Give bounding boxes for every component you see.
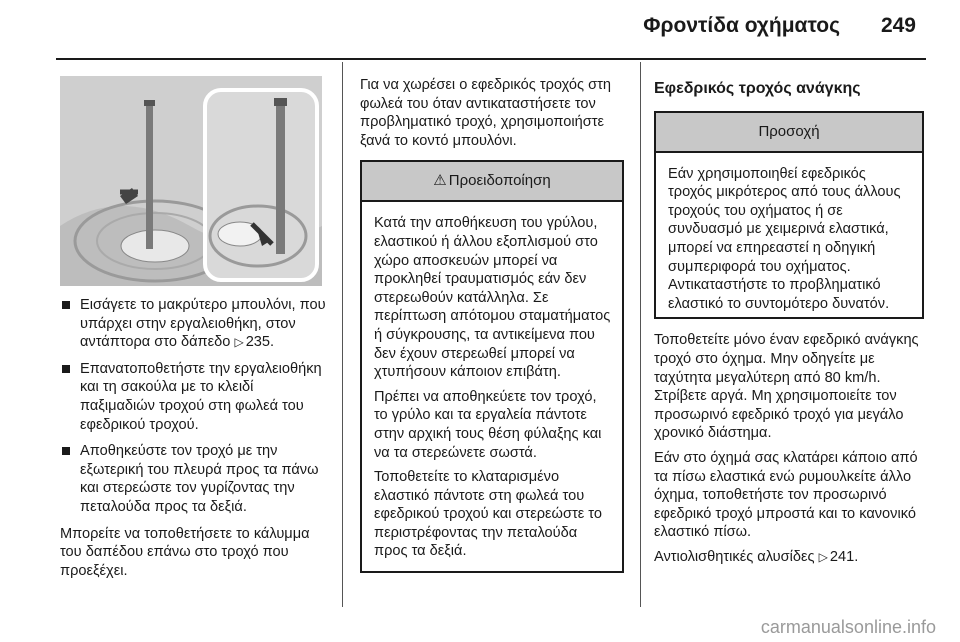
middle-column <box>360 76 624 573</box>
warning-box <box>360 160 624 573</box>
list-item <box>60 360 330 434</box>
warning-paragraph: Κατά την αποθήκευση του γρύλου, ελαστικού ή άλλου εξοπλισμού στο χώρο αποσκευών μπορεί να προκληθεί τραυματισμός εάν δεν στερεωθούν κατάλληλα. Σε περίπτωση απότομου σταματήματος ή σύγκρουσης, τα αντικείμενα που δεν έχουν στερεωθεί μπορεί να χτυπήσουν κάποιον επιβάτη. <box>374 215 611 381</box>
body-paragraph: Μπορείτε να τοποθετήσετε το κάλυμμα του δαπέδου επάνω στο τροχό που προεξέχει. <box>60 525 310 579</box>
related-topic <box>654 548 924 567</box>
body-paragraph: Τοποθετείτε μόνο έναν εφεδρικό ανάγκης τροχό στο όχημα. Μην οδηγείτε με ταχύτητα μεγαλύτερη από 80 km/h. Στρίβετε αργά. Μη χρησιμοποιείτε τον προσωρινό εφεδρικό τροχό για μεγάλο χρονικό διάστημα. <box>654 332 919 442</box>
spare-wheel-illustration <box>60 76 322 286</box>
warning-icon: ⚠ <box>433 172 447 190</box>
bullet-icon <box>62 447 70 455</box>
page-number: 249 <box>880 14 916 37</box>
related-topic-label: Αντιολισθητικές αλυσίδες <box>654 548 815 565</box>
instruction-list <box>60 296 330 517</box>
list-item <box>60 442 330 516</box>
bullet-text: Αποθηκεύστε τον τροχό με την εξωτερική του πλευρά προς τα πάνω και στερεώστε τον γυρίζοντας την πεταλούδα προς τα δεξιά. <box>80 443 319 515</box>
warning-paragraph: Τοποθετείτε το κλαταρισμένο ελαστικό πάντοτε στη φωλεά του εφεδρικού τροχού και στερεώστε το περιστρέφοντας την πεταλούδα προς τα δεξιά. <box>374 469 602 560</box>
watermark: carmanualsonline.info <box>760 617 936 637</box>
bullet-icon <box>62 365 70 373</box>
caution-header: Προσοχή <box>656 113 922 153</box>
reference-arrow-icon: ▷ <box>234 335 244 350</box>
left-column <box>60 296 330 586</box>
page-reference[interactable]: 241. <box>829 548 859 565</box>
illustration-svg <box>60 76 322 286</box>
warning-title: Προειδοποίηση <box>448 172 551 190</box>
warning-paragraph: Πρέπει να αποθηκεύετε τον τροχό, το γρύλο και τα εργαλεία πάντοτε στην αρχική τους θέση φύλαξης και να τα στερεώνετε σωστά. <box>374 388 602 461</box>
section-heading: Εφεδρικός τροχός ανάγκης <box>654 80 861 97</box>
page-reference[interactable]: 235. <box>245 334 275 351</box>
right-column <box>654 80 924 572</box>
caution-body: Εάν χρησιμοποιηθεί εφεδρικός τροχός μικρότερος από τους άλλους τροχούς του οχήματος ή σε συνδυασμό με χειμερινά ελαστικά, μπορεί να επηρεαστεί η οδηγική συμπεριφορά του οχήματος. Αντικαταστήστε το προβληματικό ελαστικό το συντομότερο δυνατόν. <box>668 165 901 312</box>
warning-body <box>362 202 622 571</box>
bullet-text: Επανατοποθετήστε την εργαλειοθήκη και τη σακούλα με το κλειδί παξιμαδιών τροχού στη φωλεά του εφεδρικού τροχού. <box>80 360 322 433</box>
header-rule <box>56 58 926 60</box>
page-title: Φροντίδα οχήματος <box>643 14 840 37</box>
column-divider-right <box>640 62 641 607</box>
column-divider-left <box>342 62 343 607</box>
bullet-text: Εισάγετε το μακρύτερο μπουλόνι, που υπάρχει στην εργαλειοθήκη, στον αντάπτορα στο δάπεδο <box>80 297 326 351</box>
caution-box <box>654 111 924 320</box>
list-item <box>60 296 330 352</box>
warning-header <box>362 162 622 202</box>
reference-arrow-icon: ▷ <box>818 549 828 564</box>
bullet-icon <box>62 301 70 309</box>
intro-paragraph: Για να χωρέσει ο εφεδρικός τροχός στη φωλεά του όταν αντικαταστήσετε τον προβληματικό τροχό, χρησιμοποιήστε ξανά το κοντό μπουλόνι. <box>360 77 612 149</box>
body-paragraph: Εάν στο όχημά σας κλατάρει κάποιο από τα πίσω ελαστικά ενώ ρυμουλκείτε άλλο όχημα, τοποθετήστε τον προσωρινό εφεδρικό τροχό μπροστά και το κανονικό ελαστικό πίσω. <box>654 449 918 541</box>
